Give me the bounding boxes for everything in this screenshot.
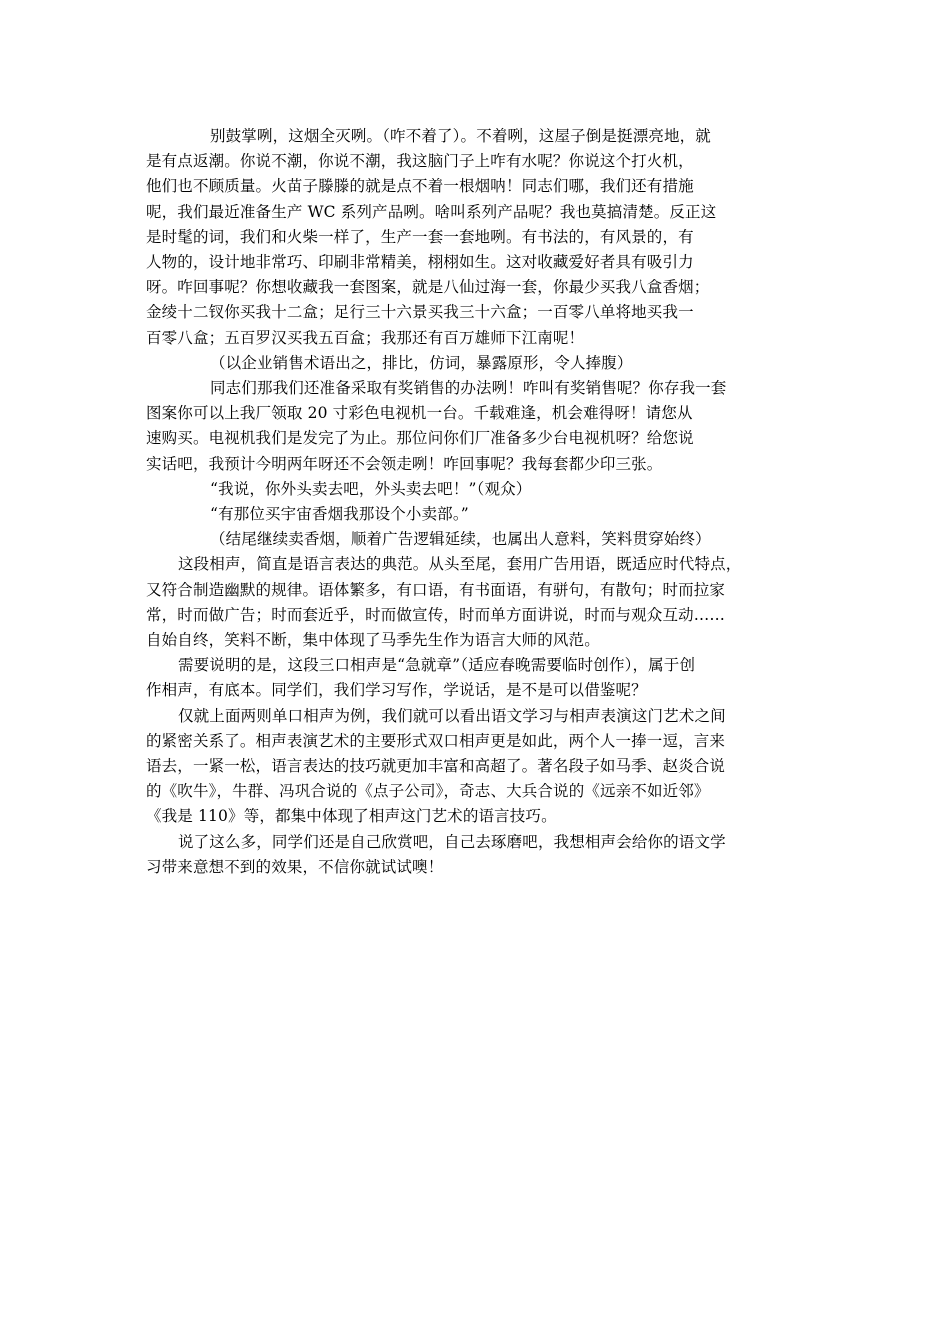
text-line: 仅就上面两则单口相声为例，我们就可以看出语文学习与相声表演这门艺术之间 [178, 706, 726, 725]
text-line: 金绫十二钗你买我十二盒；足行三十六景买我三十六盒；一百零八单将地买我一 [146, 303, 694, 322]
text-line: 是有点返潮。你说不潮，你说不潮，我这脑门子上咋有水呢？你说这个打火机， [146, 152, 694, 171]
text-line: 的紧密关系了。相声表演艺术的主要形式双口相声更是如此，两个人一捧一逗，言来 [146, 731, 726, 750]
annotation-paragraph [146, 351, 794, 376]
text-line: 习带来意想不到的效果，不信你就试试噢！ [146, 857, 444, 876]
annotation-paragraph [146, 527, 794, 552]
text-line: 呢，我们最近准备生产 WC 系列产品咧。啥叫系列产品呢？我也莫搞清楚。反正这 [146, 202, 717, 221]
document-body [146, 124, 794, 880]
text-line: 百零八盒；五百罗汉买我五百盒；我那还有百万雄师下江南呢！ [146, 328, 585, 347]
text-line: 《我是 110》等，都集中体现了相声这门艺术的语言技巧。 [146, 807, 557, 826]
text-paragraph [146, 376, 794, 477]
text-line: 同志们那我们还准备采取有奖销售的办法咧！咋叫有奖销售呢？你存我一套 [210, 379, 727, 398]
text-line: 别鼓掌咧，这烟全灭咧。（咋不着了）。不着咧，这屋子倒是挺漂亮地，就 [210, 127, 711, 145]
text-line: 自始自终，笑料不断，集中体现了马季先生作为语言大师的风范。 [146, 631, 600, 650]
text-line: “有那位买宇宙香烟我那设个小卖部。” [210, 505, 469, 524]
text-line: 作相声，有底本。同学们，我们学习写作，学说话，是不是可以借鉴呢？ [146, 681, 647, 700]
text-line: 是时髦的词，我们和火柴一样了，生产一套一套地咧。有书法的，有风景的，有 [146, 227, 694, 246]
text-line: 常，时而做广告；时而套近乎，时而做宣传，时而单方面讲说，时而与观众互动…… [146, 605, 726, 624]
text-line: 又符合制造幽默的规律。语体繁多，有口语，有书面语，有骈句，有散句；时而拉家 [146, 580, 726, 599]
annotation-paragraph [146, 477, 794, 502]
text-line: “我说，你外头卖去吧，外头卖去吧！”（观众） [210, 479, 532, 498]
text-paragraph [146, 552, 794, 653]
text-line: 人物的，设计地非常巧、印刷非常精美，栩栩如生。这对收藏爱好者具有吸引力 [146, 253, 694, 272]
text-line: 语去，一紧一松，语言表达的技巧就更加丰富和高超了。著名段子如马季、赵炎合说 [146, 757, 726, 776]
text-paragraph [146, 653, 794, 703]
text-line: 的《吹牛》，牛群、冯巩合说的《点子公司》，奇志、大兵合说的《远亲不如近邻》 [146, 782, 710, 801]
text-line: 呀。咋回事呢？你想收藏我一套图案，就是八仙过海一套，你最少买我八盒香烟； [146, 278, 710, 297]
text-line: （结尾继续卖香烟，顺着广告逻辑延续，也属出人意料，笑料贯穿始终） [210, 530, 711, 549]
annotation-paragraph [146, 502, 794, 527]
text-paragraph [146, 704, 794, 830]
text-paragraph [146, 124, 794, 351]
text-line: 他们也不顾质量。火苗子滕滕的就是点不着一根烟呐！同志们哪，我们还有措施 [146, 177, 694, 196]
text-line: 需要说明的是，这段三口相声是“急就章”（适应春晚需要临时创作），属于创 [178, 656, 696, 675]
text-line: 这段相声，简直是语言表达的典范。从头至尾，套用广告用语，既适应时代特点， [178, 555, 742, 574]
text-paragraph [146, 830, 794, 880]
text-line: 速购买。电视机我们是发完了为止。那位问你们厂准备多少台电视机呀？给您说 [146, 429, 694, 448]
text-line: （以企业销售术语出之，排比，仿词，暴露原形，令人捧腹） [210, 353, 633, 372]
text-line: 图案你可以上我厂领取 20 寸彩色电视机一台。千载难逢，机会难得呀！请您从 [146, 404, 693, 423]
text-line: 实话吧，我预计今明两年呀还不会领走咧！咋回事呢？我每套都少印三张。 [146, 454, 663, 473]
text-line: 说了这么多，同学们还是自己欣赏吧，自己去琢磨吧，我想相声会给你的语文学 [178, 832, 726, 851]
